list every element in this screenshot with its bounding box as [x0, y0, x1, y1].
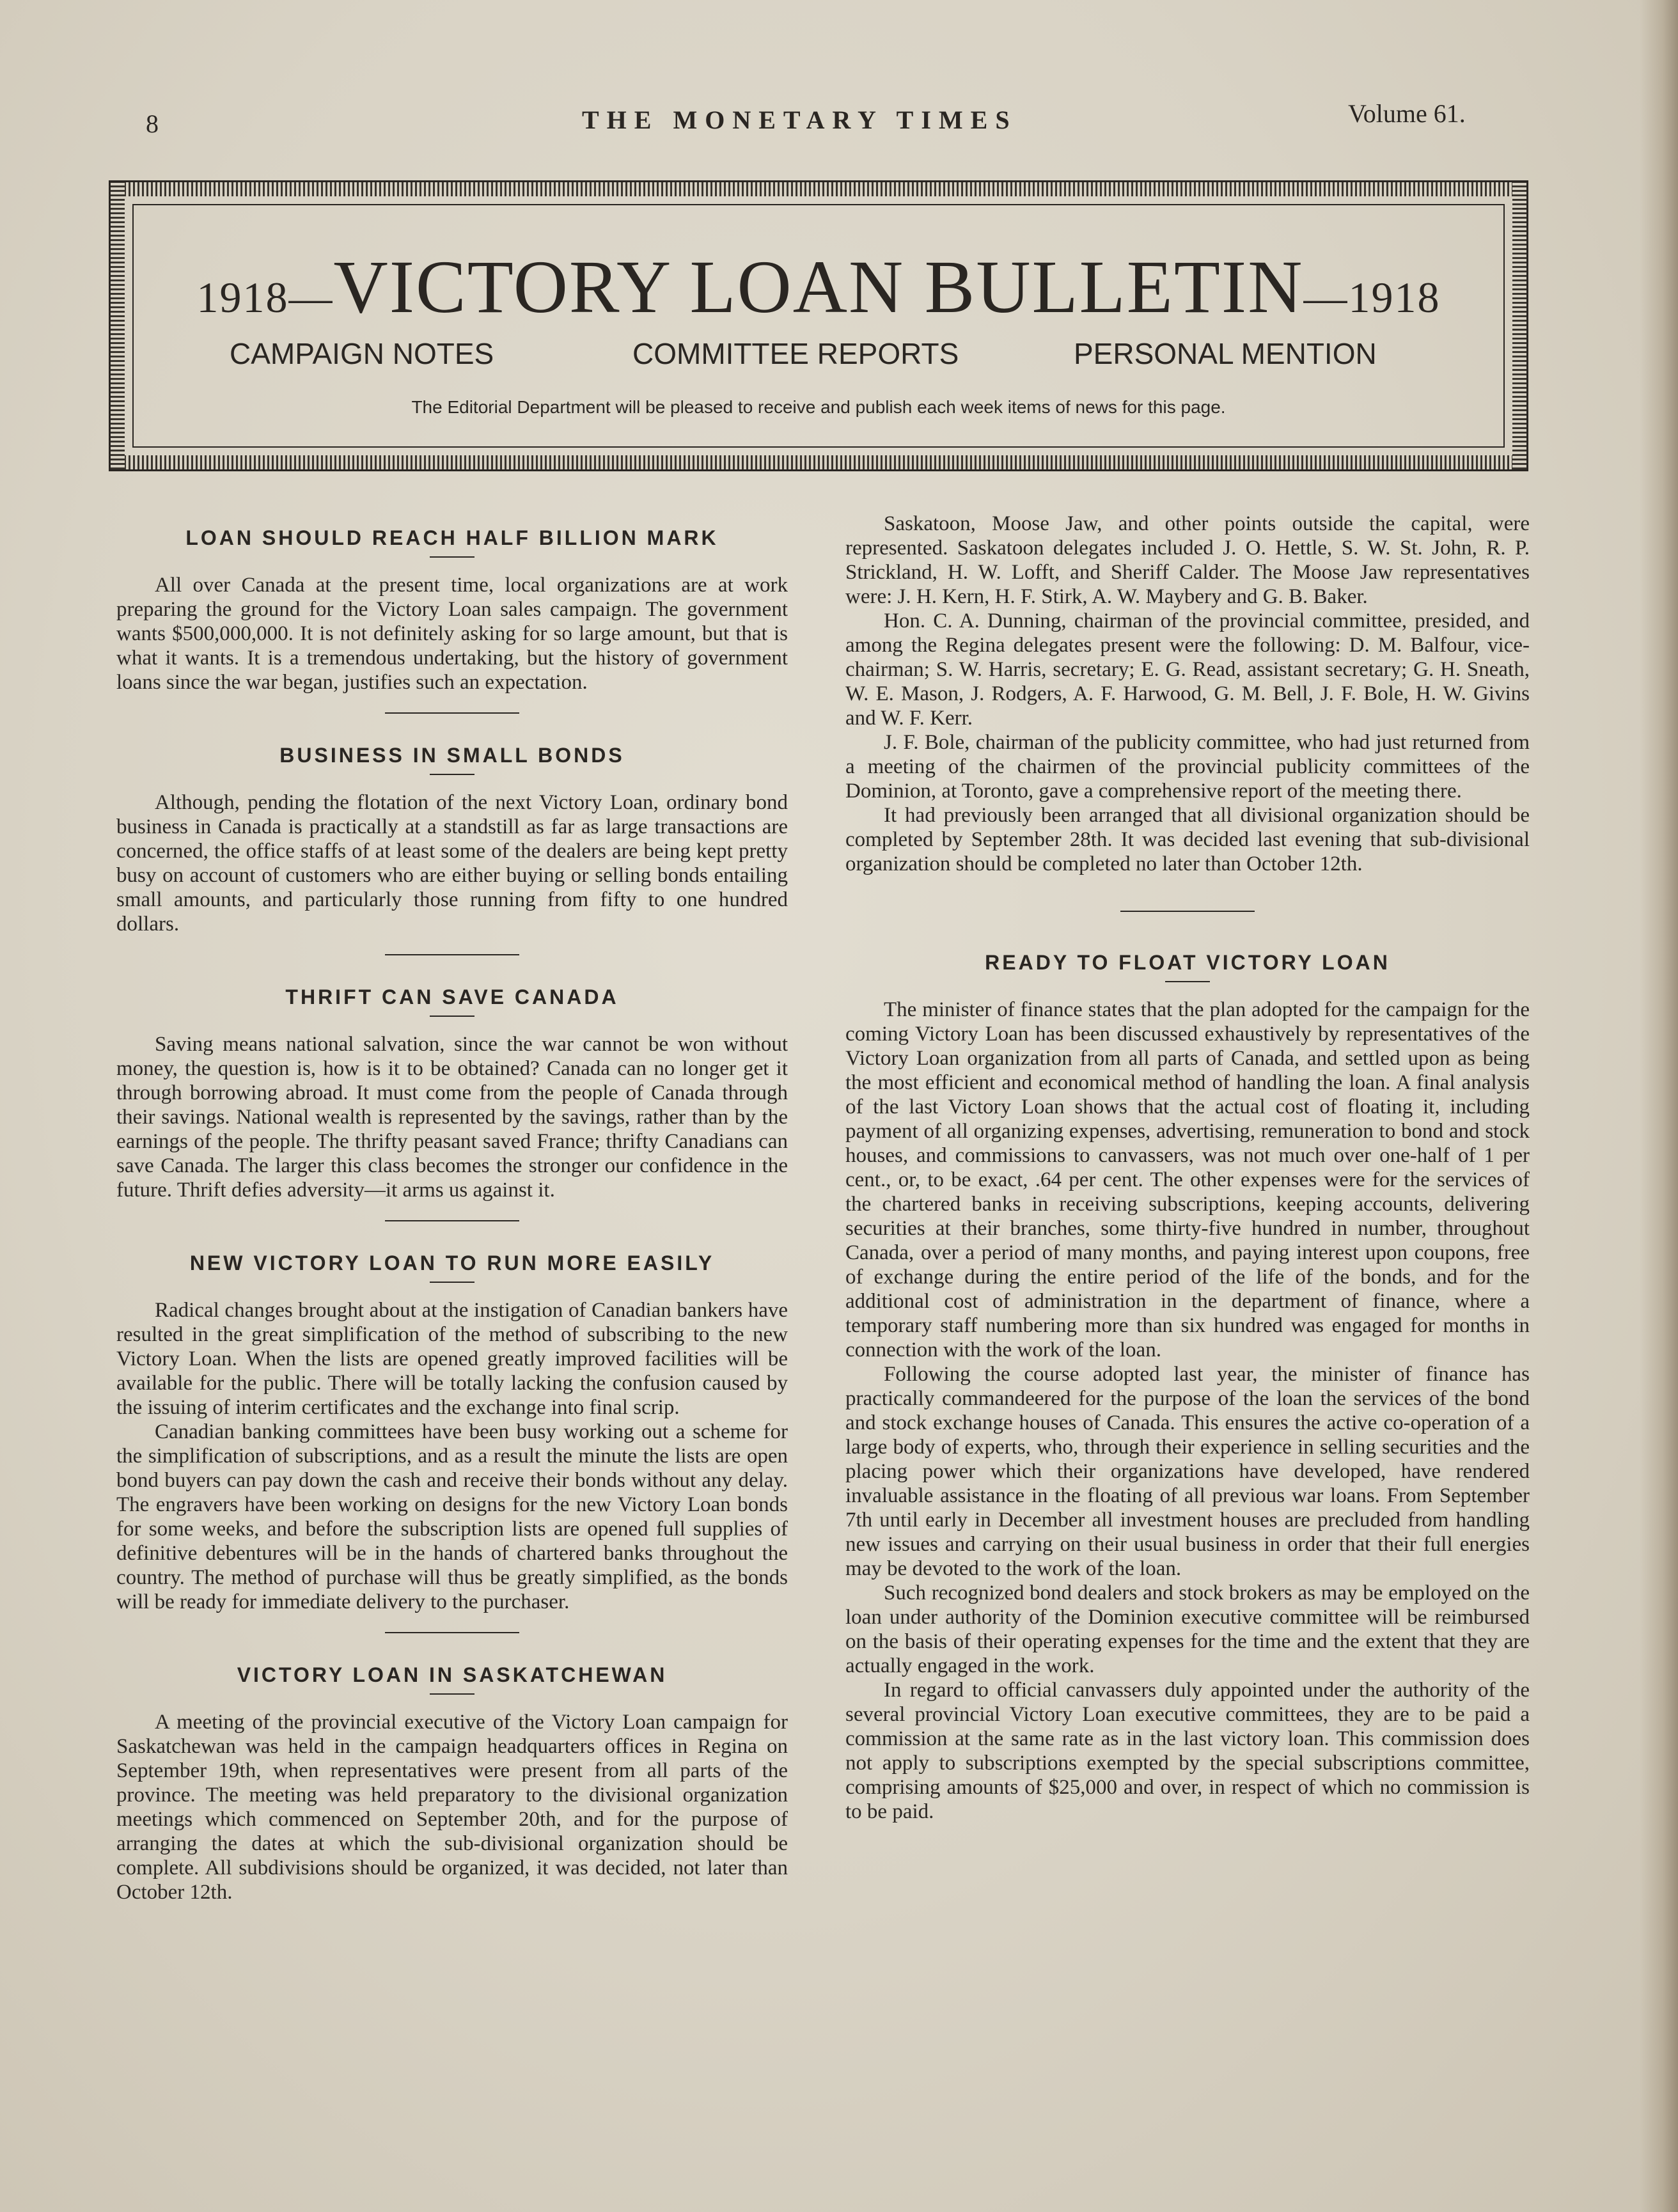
right-column: [845, 512, 1530, 1824]
paragraph: The minister of finance states that the plan adopted for the campaign for the coming Victory Loan has been discussed exhaustively by representatives of the Victory Loan organization from all parts of Canada, and settled upon as being the most efficient and economical method of handling the loan. A final analysis of the last Victory Loan shows that the actual cost of floating it, including payment of all organizing expenses, advertising, remuneration to bond and stock houses, and commissions to canvassers, was not much over one-half of 1 per cent., or, to be exact, .64 per cent. The other expenses were for the services of the chartered banks in receiving subscriptions, keeping accounts, delivering securities at their branches, some thirty-five hundred in number, throughout Canada, over a period of many months, and paying interest upon coupons, free of exchange during the entire period of the life of the bonds, and for the additional cost of administration in the department of finance, where a temporary staff numbering more than six hundred was engaged for months in connection with the work of the loan.: [845, 998, 1530, 1361]
headline: VICTORY LOAN IN SASKATCHEWAN: [237, 1663, 668, 1686]
paragraph: J. F. Bole, chairman of the publicity committee, who had just returned from a meeting of the chairmen of the provincial publicity committees of the Dominion, at Toronto, gave a comprehensive report of the meeting there.: [845, 731, 1530, 803]
page-number: 8: [146, 109, 159, 138]
article-saskatchewan-continued: [845, 512, 1530, 876]
article-separator: [385, 1632, 519, 1633]
banner-border-bottom: [111, 455, 1526, 469]
headline-rule: [430, 1693, 474, 1695]
article-separator: [1120, 911, 1255, 912]
banner-title: [134, 244, 1503, 331]
article-ready-to-float: [845, 950, 1530, 1824]
paragraph: It had previously been arranged that all divisional organization should be completed by September 28th. It was decided last evening that sub-divisional organization should be completed no later than October 12th.: [845, 804, 1530, 875]
article-half-billion: [116, 526, 788, 694]
headline-rule: [430, 556, 474, 558]
paragraph: Such recognized bond dealers and stock brokers as may be employed on the loan under authority of the Dominion executive committee will be reimbursed on the basis of their operating expenses for the time and the extent that they are actually engaged in the work.: [845, 1581, 1530, 1677]
article-separator: [385, 954, 519, 955]
headline: BUSINESS IN SMALL BONDS: [279, 744, 625, 767]
headline: LOAN SHOULD REACH HALF BILLION MARK: [185, 526, 719, 549]
article-separator: [385, 1220, 519, 1221]
banner-border-left: [111, 182, 125, 469]
paragraph: Canadian banking committees have been busy working out a scheme for the simplification of subscriptions, and as a result the minute the lists are open bond buyers can pay down the cash and receive their bonds without any delay. The engravers have been working on designs for the new Victory Loan bonds for some weeks, and before the subscription lists are opened full supplies of definitive debentures will be in the hands of chartered banks throughout the country. The method of purchase will thus be greatly simplified, as the bonds will be ready for immediate delivery to the purchaser.: [116, 1420, 788, 1613]
headline: READY TO FLOAT VICTORY LOAN: [985, 951, 1390, 974]
bulletin-banner: [109, 180, 1528, 471]
headline-rule: [1165, 981, 1210, 982]
running-head: [0, 96, 1678, 141]
paragraph: Saskatoon, Moose Jaw, and other points outside the capital, were represented. Saskatoon delegates included J. O. Hettle, S. W. St. John, R. P. Strickland, H. W. Lofft, and Sheriff Calder. The Moose Jaw representatives were: J. H. Kern, H. F. Stirk, A. W. Maybery and G. B. Baker.: [845, 512, 1530, 608]
paragraph: Following the course adopted last year, the minister of finance has practically commandeered for the purpose of the loan the services of the bond and stock exchange houses of Canada. This ensures the active co-operation of a large body of experts, who, through their experience in selling securities and the placing power which their organizations have developed, have rendered invaluable assistance in the floating of all previous war loans. From September 7th until early in December all investment houses are precluded from handling new issues and carrying on their usual business in order that their full energies may be devoted to the work of the loan.: [845, 1363, 1530, 1580]
left-column: [116, 512, 788, 1904]
banner-inner-frame: [132, 204, 1505, 448]
article-run-easily: [116, 1251, 788, 1614]
banner-border-right: [1512, 182, 1526, 469]
article-saskatchewan: [116, 1663, 788, 1904]
headline-rule: [430, 1282, 474, 1283]
article-separator: [385, 712, 519, 714]
article-thrift: [116, 985, 788, 1202]
volume-label: Volume 61.: [1348, 99, 1466, 128]
paragraph: Radical changes brought about at the instigation of Canadian bankers have resulted in the great simplification of the method of subscribing to the new Victory Loan. When the lists are opened greatly improved facilities will be available for the public. There will be totally lacking the confusion caused by the issuing of interim certificates and the exchange into final scrip.: [116, 1299, 788, 1419]
subhead-personal-mention: PERSONAL MENTION: [1074, 337, 1377, 370]
banner-year-right: —1918: [1303, 273, 1441, 322]
banner-subheads: [134, 336, 1503, 375]
banner-title-text: VICTORY LOAN BULLETIN: [333, 245, 1304, 329]
paragraph: Although, pending the flotation of the next Victory Loan, ordinary bond business in Canada is practically at a standstill as far as large transactions are concerned, the office staffs of at least some of the dealers are being kept pretty busy on account of customers who are either buying or selling bonds entailing small amounts, and particularly those running from fifty to one hundred dollars.: [116, 791, 788, 936]
paragraph: Hon. C. A. Dunning, chairman of the provincial committee, presided, and among the Regina delegates present were the following: D. M. Balfour, vice-chairman; S. W. Harris, secretary; E. G. Read, assistant secretary; G. H. Sneath, W. E. Mason, J. Rodgers, A. F. Harwood, G. M. Bell, J. F. Bole, H. W. Givins and W. F. Kerr.: [845, 609, 1530, 730]
headline-rule: [430, 1016, 474, 1017]
headline: THRIFT CAN SAVE CANADA: [285, 985, 619, 1008]
page-edge-shadow: [1640, 0, 1678, 2212]
paragraph: In regard to official canvassers duly appointed under the authority of the several provincial Victory Loan executive committees, they are to be paid a commission at the same rate as in the last victory loan. This commission does not apply to subscriptions exempted by the special subscriptions committee, comprising amounts of $25,000 and over, in respect of which no commission is to be paid.: [845, 1679, 1530, 1823]
subhead-committee-reports: COMMITTEE REPORTS: [632, 337, 959, 370]
publication-name: THE MONETARY TIMES: [582, 106, 1017, 134]
banner-border-top: [111, 182, 1526, 196]
headline: NEW VICTORY LOAN TO RUN MORE EASILY: [189, 1251, 715, 1275]
banner-editorial-note: The Editorial Department will be pleased to receive and publish each week items of news for this page.: [411, 397, 1226, 417]
subhead-campaign-notes: CAMPAIGN NOTES: [230, 337, 494, 370]
paragraph: A meeting of the provincial executive of the Victory Loan campaign for Saskatchewan was held in the campaign headquarters offices in Regina on September 19th, when representatives were present from all parts of the province. The meeting was held preparatory to the divisional organization meetings which commenced on September 20th, and for the purpose of arranging the dates at which the sub-divisional organization should be complete. All subdivisions should be organized, it was decided, not later than October 12th.: [116, 1711, 788, 1904]
article-small-bonds: [116, 743, 788, 936]
headline-rule: [430, 774, 474, 775]
banner-year-left: 1918—: [196, 273, 334, 322]
paragraph: Saving means national salvation, since the war cannot be won without money, the question is, how is it to be obtained? Canada can no longer get it through borrowing abroad. It must come from the people of Canada through their savings. National wealth is represented by the savings, rather than by the earnings of the people. The thrifty peasant saved France; thrifty Canadians can save Canada. The larger this class becomes the stronger our confidence in the future. Thrift defies adversity—it arms us against it.: [116, 1033, 788, 1202]
paragraph: All over Canada at the present time, local organizations are at work preparing the ground for the Victory Loan sales campaign. The government wants $500,000,000. It is not definitely asking for so large amount, but that is what it wants. It is a tremendous undertaking, but the history of government loans since the war began, justifies such an expectation.: [116, 574, 788, 694]
